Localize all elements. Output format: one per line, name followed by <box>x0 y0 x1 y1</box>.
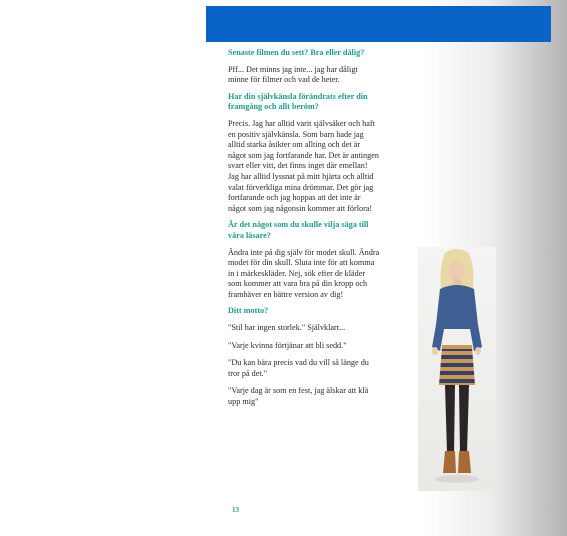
striped-skirt <box>439 347 475 385</box>
right-boot <box>458 451 471 473</box>
motto-2: "Varje kvinna förtjänar att bli sedd." <box>228 340 347 350</box>
face <box>449 261 465 281</box>
answer-1: Pff... Det minns jag inte... jag har dåligt minne för filmer och vad de heter. <box>228 64 358 85</box>
interview-column <box>228 48 380 415</box>
motto-1: "Stil har ingen storlek." Självklart... <box>228 323 346 333</box>
right-leg <box>459 385 469 453</box>
header-band <box>206 6 551 42</box>
answer-3: Ändra inte på dig själv för modet skull. Ändra modet för din skull. Sluta inte för att komma in i märkeskläder. Nej, sök efter de kläder som kommer att vara bra på din kropp och framhäver en bättre version av dig! <box>228 247 380 299</box>
question-3: Är det något som du skulle vilja säga till våra läsare? <box>228 220 369 240</box>
motto-3: "Du kan bära precis vad du vill så länge du tror på det." <box>228 358 369 378</box>
left-leg <box>445 385 455 453</box>
motto-4: "Varje dag är som en fest, jag älskar att klä upp mig" <box>228 386 369 407</box>
blue-shirt <box>432 285 482 351</box>
floor-shadow <box>435 475 479 483</box>
question-1: Senaste filmen du sett? Bra eller dålig? <box>228 48 365 57</box>
question-4: Ditt motto? <box>228 306 269 316</box>
left-boot <box>443 451 456 473</box>
page-number: 13 <box>232 506 239 514</box>
portrait-illustration <box>418 247 496 491</box>
portrait-photo <box>418 247 496 491</box>
question-2: Har din självkänsla förändrats efter din framgång och allt beröm? <box>228 91 368 112</box>
answer-2: Precis. Jag har alltid varit självsäker och haft en positiv självkänsla. Som barn hade jag alltid starka åsikter om allting och det är något som jag fortfarande har. Det är antingen svart eller vitt, det finns inget där emellan! Jag har alltid lyssnat på mitt hjärta och alltid valat förverkliga mina drömmar. Det gör jag fortfarande och jag hoppas att det inte är något som jag någonsin kommer att förlora! <box>228 118 379 213</box>
